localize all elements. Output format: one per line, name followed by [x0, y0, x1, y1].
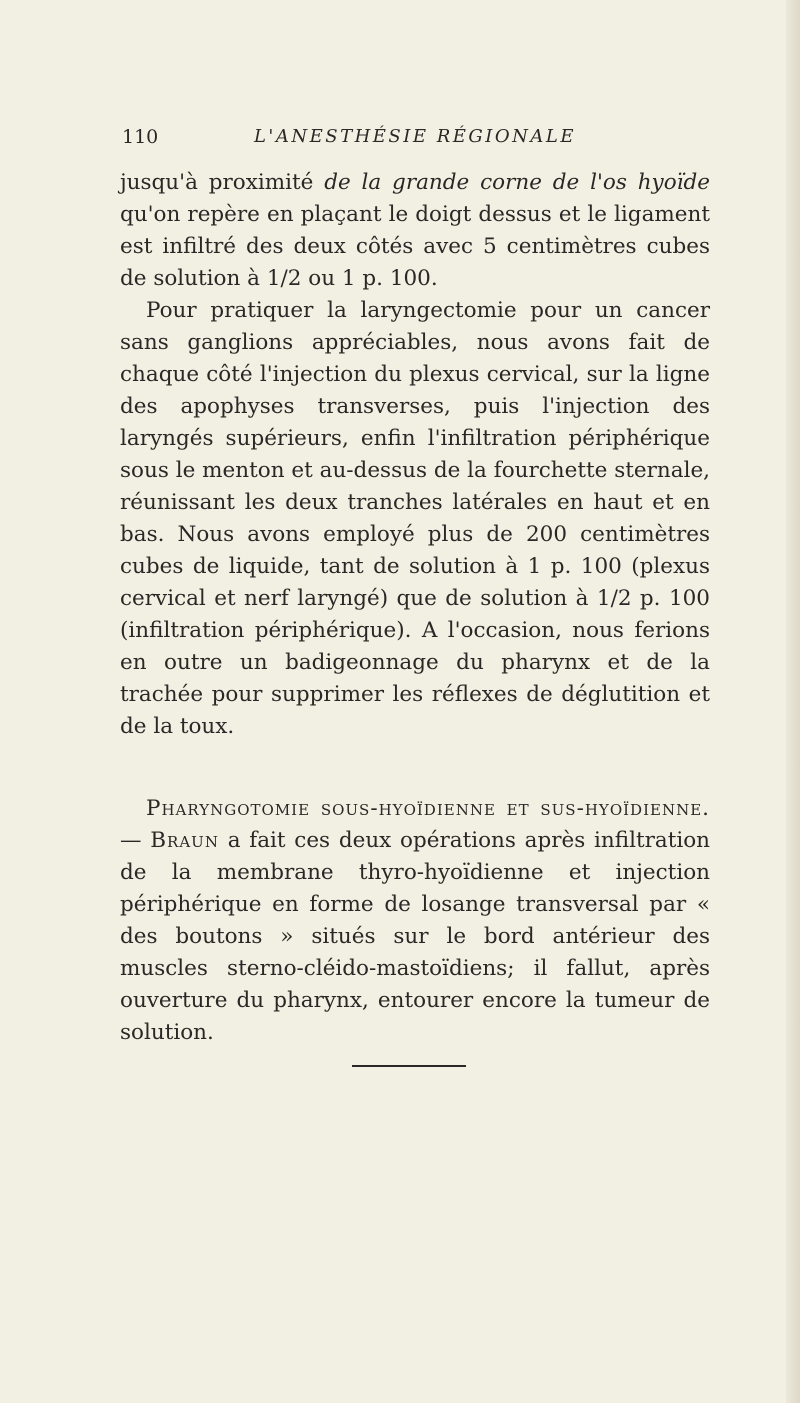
page-edge-shadow — [786, 0, 800, 1403]
paragraph-1-italic: de la grande corne de l'os hyoïde — [324, 170, 710, 195]
author-name: Braun — [150, 828, 219, 853]
page-header — [120, 124, 710, 154]
section-heading: Pharyngotomie sous-hyoïdienne et sus-hyoïdienne. — [146, 796, 710, 821]
heading-dash: — — [120, 828, 151, 853]
running-title: L'ANESTHÉSIE RÉGIONALE — [253, 126, 577, 147]
paragraph-1-end: qu'on repère en plaçant le doigt dessus et le ligament est infiltré des deux côtés avec 5 centimètres cubes de solution à 1/2 ou 1 p. 100. — [120, 202, 710, 291]
paragraph-3 — [120, 793, 710, 1049]
body-text — [120, 167, 710, 1049]
page-number: 110 — [122, 126, 159, 148]
end-rule — [352, 1065, 466, 1067]
paragraph-3-body: a fait ces deux opérations après infiltration de la membrane thyro-hyoïdienne et injection périphérique en forme de losange transversal par « des boutons » situés sur le bord antérieur des muscles sterno-cléido-mastoïdiens; il fallut, après ouverture du pharynx, entourer encore la tumeur de solution. — [120, 828, 710, 1045]
paragraph-1-start: jusqu'à proximité — [120, 170, 325, 195]
paragraph-1 — [120, 167, 710, 295]
paragraph-2: Pour pratiquer la laryngectomie pour un cancer sans ganglions appréciables, nous avons fait de chaque côté l'injection du plexus cervical, sur la ligne des apophyses transverses, puis l'injection des laryngés supérieurs, enfin l'infiltration périphérique sous le menton et au-dessus de la fourchette sternale, réunissant les deux tranches latérales en haut et en bas. Nous avons employé plus de 200 centimètres cubes de liquide, tant de solution à 1 p. 100 (plexus cervical et nerf laryngé) que de solution à 1/2 p. 100 (infiltration périphérique). A l'occasion, nous ferions en outre un badigeonnage du pharynx et de la trachée pour supprimer les réflexes de déglutition et de la toux. — [120, 298, 710, 739]
